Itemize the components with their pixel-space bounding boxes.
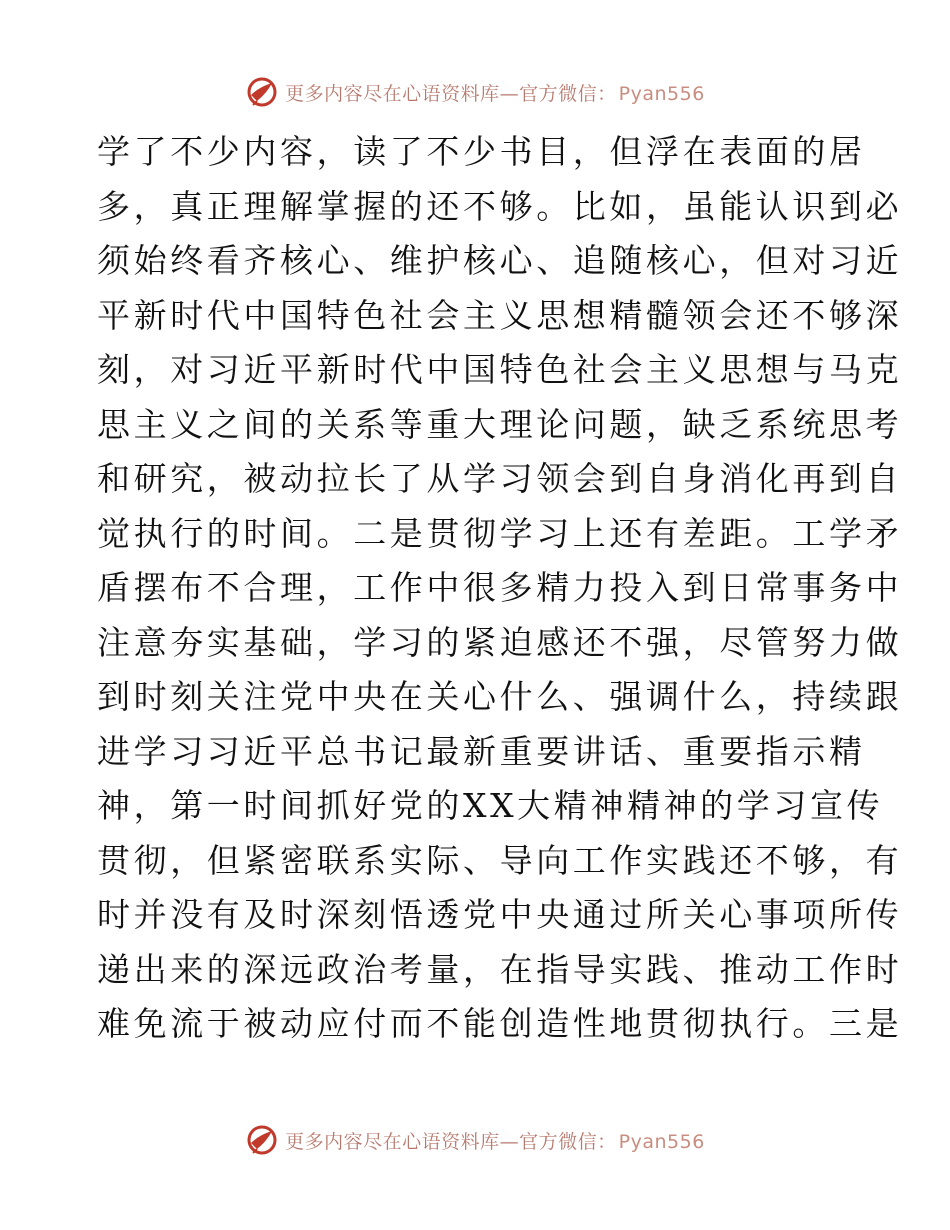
body-line: 递出来的深远政治考量，在指导实践、推动工作时 (97, 949, 903, 989)
body-line: 到时刻关注党中央在关心什么、强调什么，持续跟 (97, 677, 903, 716)
body-line: 贯彻，但紧密联系实际、导向工作实践还不够，有 (97, 840, 903, 880)
body-line: 平新时代中国特色社会主义思想精髓领会还不够深 (97, 295, 903, 335)
pen-nib-logo-icon (245, 1123, 279, 1157)
body-line: 须始终看齐核心、维护核心、追随核心，但对习近 (97, 241, 903, 280)
header-banner-text: 更多内容尽在心语资料库—官方微信： Pyan556 (285, 82, 705, 105)
body-line: 进学习习近平总书记最新重要讲话、重要指示精 (97, 731, 866, 771)
pen-nib-logo-icon (245, 75, 279, 109)
body-line: 时并没有及时深刻悟透党中央通过所关心事项所传 (97, 895, 903, 934)
body-line: 神，第一时间抓好党的XX大精神精神的学习宣传 (97, 786, 884, 825)
document-body (97, 125, 903, 1052)
body-line: 注意夯实基础，学习的紧迫感还不强，尽管努力做 (97, 622, 903, 662)
body-line: 思主义之间的关系等重大理论问题，缺乏系统思考 (97, 404, 903, 444)
header-wechat-id: Pyan556 (618, 82, 705, 105)
body-line: 觉执行的时间。二是贯彻学习上还有差距。工学矛 (97, 513, 903, 553)
header-banner (0, 72, 950, 112)
body-line: 盾摆布不合理，工作中很多精力投入到日常事务中 (97, 568, 903, 607)
footer-banner (0, 1120, 950, 1160)
body-line: 和研究，被动拉长了从学习领会到自身消化再到自 (97, 459, 903, 498)
footer-wechat-id: Pyan556 (618, 1130, 705, 1153)
body-line: 学了不少内容，读了不少书目，但浮在表面的居 (97, 132, 866, 171)
body-line: 难免流于被动应付而不能创造性地贯彻执行。三是 (97, 1004, 903, 1043)
body-line: 刻，对习近平新时代中国特色社会主义思想与马克 (97, 350, 903, 389)
footer-banner-text: 更多内容尽在心语资料库—官方微信： Pyan556 (285, 1130, 705, 1153)
body-line: 多，真正理解掌握的还不够。比如，虽能认识到必 (97, 186, 903, 226)
